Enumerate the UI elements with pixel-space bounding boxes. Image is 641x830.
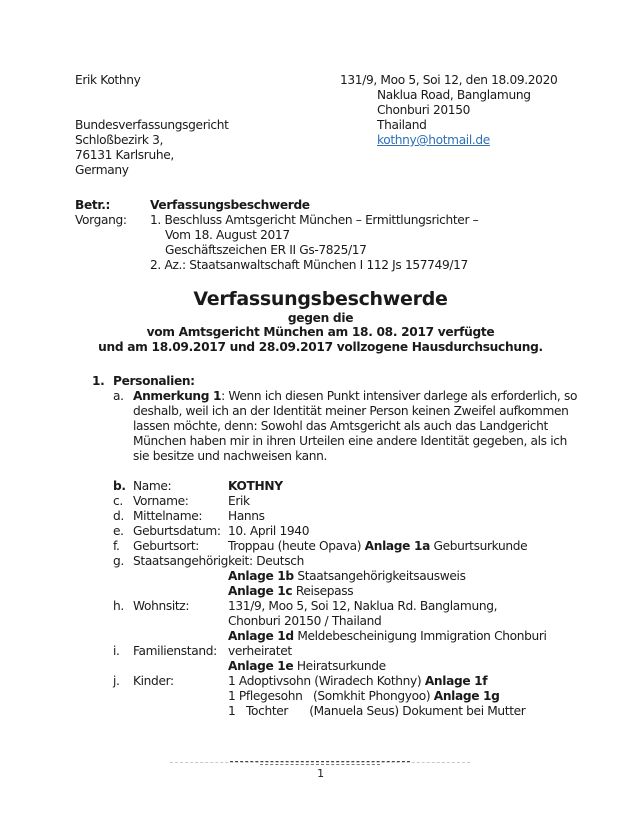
recipient-line4: Germany [75, 163, 129, 177]
attachment-reference: Anlage 1a [364, 539, 430, 553]
attachment-reference: Anlage 1b [228, 569, 294, 583]
attachment-description: Staatsangehörigkeitsausweis [293, 569, 466, 583]
field-marker: i. [113, 644, 120, 658]
note-line: sie besitze und nachweisen kann. [133, 449, 328, 463]
attachment-reference: Anlage 1c [228, 584, 293, 598]
title-line4: und am 18.09.2017 und 28.09.2017 vollzogene Hausdurchsuchung. [98, 340, 543, 354]
note-line: deshalb, weil ich an der Identität meiner Person keinen Zweifel aufkommen [133, 404, 569, 418]
field-value [228, 599, 497, 614]
note-marker: a. [113, 389, 124, 403]
field-marker: d. [113, 509, 124, 523]
vorgang-item: 2. Az.: Staatsanwaltschaft München I 112 Js 157749/17 [150, 258, 468, 272]
field-label: Kinder: [133, 674, 174, 688]
field-value [228, 629, 547, 644]
field-value [228, 524, 309, 539]
vorgang-item: 1. Beschluss Amtsgericht München – Ermittlungsrichter – [150, 213, 479, 227]
field-marker: e. [113, 524, 124, 538]
attachment-description: Heiratsurkunde [293, 659, 386, 673]
field-label: Geburtsort: [133, 539, 200, 553]
field-label: Familienstand: [133, 644, 217, 658]
betr-value: Verfassungsbeschwerde [150, 198, 310, 212]
attachment-description: Meldebescheinigung Immigration Chonburi [293, 629, 547, 643]
sender-address-line3: Chonburi 20150 [377, 103, 471, 117]
field-value-text: verheiratet [228, 644, 292, 658]
title-line2: gegen die [287, 311, 354, 325]
section-number: 1. [92, 374, 105, 388]
field-marker: g. [113, 554, 124, 568]
field-marker: h. [113, 599, 124, 613]
attachment-description: Geburtsurkunde [429, 539, 528, 553]
field-label: Mittelname: [133, 509, 203, 523]
recipient-line1: Bundesverfassungsgericht [75, 118, 229, 132]
attachment-reference: Anlage 1g [433, 689, 500, 703]
attachment-description: Reisepass [292, 584, 354, 598]
email-link[interactable]: kothny@hotmail.de [377, 133, 490, 147]
field-marker: b. [113, 479, 126, 493]
field-value [228, 479, 283, 494]
field-marker: c. [113, 494, 123, 508]
attachment-reference: Anlage 1e [228, 659, 294, 673]
field-value [228, 659, 386, 674]
title-line3: vom Amtsgericht München am 18. 08. 2017 verfügte [146, 325, 495, 339]
vorgang-item: Vom 18. August 2017 [165, 228, 290, 242]
field-value [228, 509, 265, 524]
field-label: Wohnsitz: [133, 599, 190, 613]
recipient-line3: 76131 Karlsruhe, [75, 148, 174, 162]
note-line: lassen möchte, denn: Sowohl das Amtsgericht als auch das Landgericht [133, 419, 548, 433]
note-line [133, 389, 577, 404]
field-value-text: 10. April 1940 [228, 524, 310, 538]
footer-rule-dark [230, 761, 410, 762]
note-text: : Wenn ich diesen Punkt intensiver darlege als erforderlich, so [221, 389, 578, 403]
field-value [228, 569, 466, 584]
vorgang-label: Vorgang: [75, 213, 127, 227]
field-value-text: 1 Adoptivsohn (Wiradech Kothny) [228, 674, 425, 688]
sender-address-line4: Thailand [377, 118, 427, 132]
field-value [228, 704, 525, 719]
field-value-text: Erik [228, 494, 250, 508]
footer-rule-mid [260, 764, 380, 765]
recipient-line2: Schloßbezirk 3, [75, 133, 164, 147]
field-value-text: 1 Tochter (Manuela Seus) Dokument bei Mutter [228, 704, 526, 718]
section-heading: Personalien: [113, 374, 195, 388]
note-bold: Anmerkung 1 [133, 389, 222, 403]
field-value-text: KOTHNY [228, 479, 283, 493]
field-value [228, 539, 527, 554]
field-value-text: 1 Pflegesohn (Somkhit Phongyoo) [228, 689, 434, 703]
field-label: Staatsangehörigkeit: Deutsch [133, 554, 304, 568]
field-value [228, 614, 381, 629]
field-value [228, 494, 250, 509]
field-value-text: 131/9, Moo 5, Soi 12, Naklua Rd. Banglamung, [228, 599, 498, 613]
field-label: Name: [133, 479, 172, 493]
sender-name: Erik Kothny [75, 73, 141, 87]
field-marker: j. [113, 674, 120, 688]
attachment-reference: Anlage 1f [424, 674, 488, 688]
field-value [228, 674, 487, 689]
attachment-reference: Anlage 1d [228, 629, 294, 643]
footer-rule-light [170, 762, 470, 763]
field-value-text: Hanns [228, 509, 265, 523]
page-number: 1 [317, 767, 324, 780]
betr-label: Betr.: [75, 198, 111, 212]
vorgang-item: Geschäftszeichen ER II Gs-7825/17 [165, 243, 367, 257]
field-value [228, 644, 292, 659]
field-marker: f. [113, 539, 120, 553]
field-label: Vorname: [133, 494, 189, 508]
field-value-text: Troppau (heute Opava) [228, 539, 365, 553]
sender-address-line1: 131/9, Moo 5, Soi 12, den 18.09.2020 [340, 73, 558, 87]
field-value-text: Chonburi 20150 / Thailand [228, 614, 382, 628]
document-title: Verfassungsbeschwerde [193, 288, 448, 310]
field-value [228, 689, 500, 704]
sender-address-line2: Naklua Road, Banglamung [377, 88, 531, 102]
field-value [228, 584, 353, 599]
field-label: Geburtsdatum: [133, 524, 221, 538]
note-line: München haben mir in ihren Urteilen eine andere Identität gegeben, als ich [133, 434, 567, 448]
